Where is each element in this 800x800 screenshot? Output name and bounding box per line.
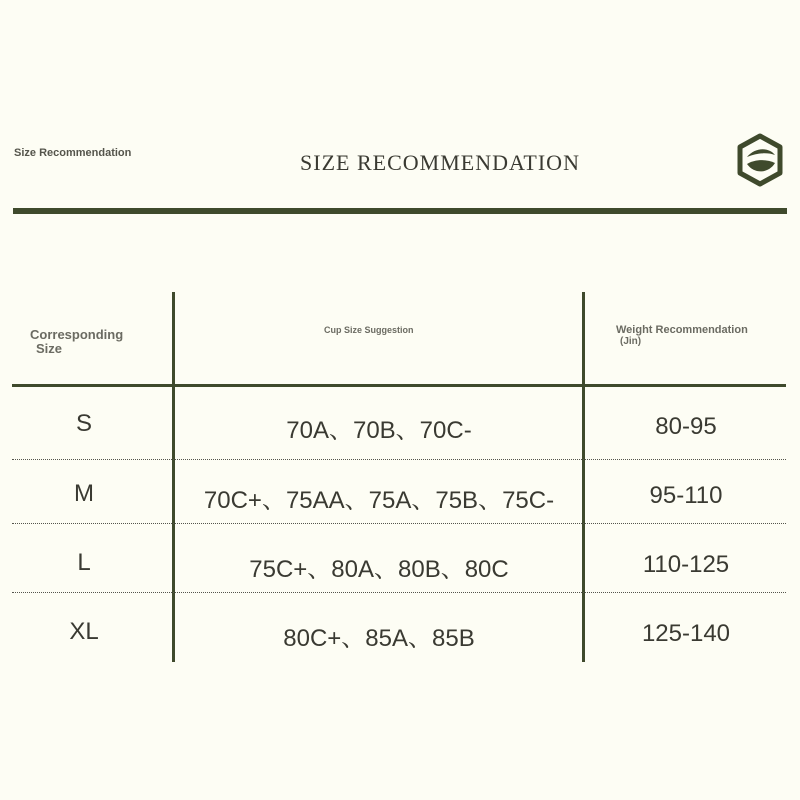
size-cell: XL <box>69 618 99 645</box>
row-divider <box>12 592 786 593</box>
title-divider <box>13 208 787 214</box>
column-header-weight-line1: Weight Recommendation <box>616 324 748 336</box>
small-section-label: Size Recommendation <box>14 147 132 159</box>
header-divider <box>12 384 786 387</box>
cup-cell: 70A、70B、70C- <box>286 417 472 444</box>
column-divider-2 <box>582 292 585 662</box>
weight-cell: 95-110 <box>649 482 723 509</box>
page-title: SIZE RECOMMENDATION <box>300 150 580 175</box>
row-divider <box>12 523 786 524</box>
column-header-size-line2: Size <box>36 341 63 356</box>
leaf-logo-icon <box>733 133 787 187</box>
size-cell: S <box>75 410 92 437</box>
weight-cell: 80-95 <box>655 413 717 440</box>
row-divider <box>12 459 786 460</box>
column-divider-1 <box>172 292 175 662</box>
size-cell: L <box>77 549 91 576</box>
column-header-weight-line2: (Jin) <box>620 336 642 347</box>
column-header-size <box>30 328 123 356</box>
cup-cell: 70C+、75AA、75A、75B、75C- <box>203 487 555 514</box>
weight-cell: 110-125 <box>642 551 730 578</box>
column-header-size-line1: Corresponding <box>30 327 124 342</box>
cup-cell: 80C+、85A、85B <box>283 625 475 652</box>
size-cell: M <box>74 480 94 507</box>
column-header-weight <box>616 325 748 347</box>
column-header-cup: Cup Size Suggestion <box>324 325 414 335</box>
cup-cell: 75C+、80A、80B、80C <box>249 556 509 583</box>
weight-cell: 125-140 <box>641 620 731 647</box>
